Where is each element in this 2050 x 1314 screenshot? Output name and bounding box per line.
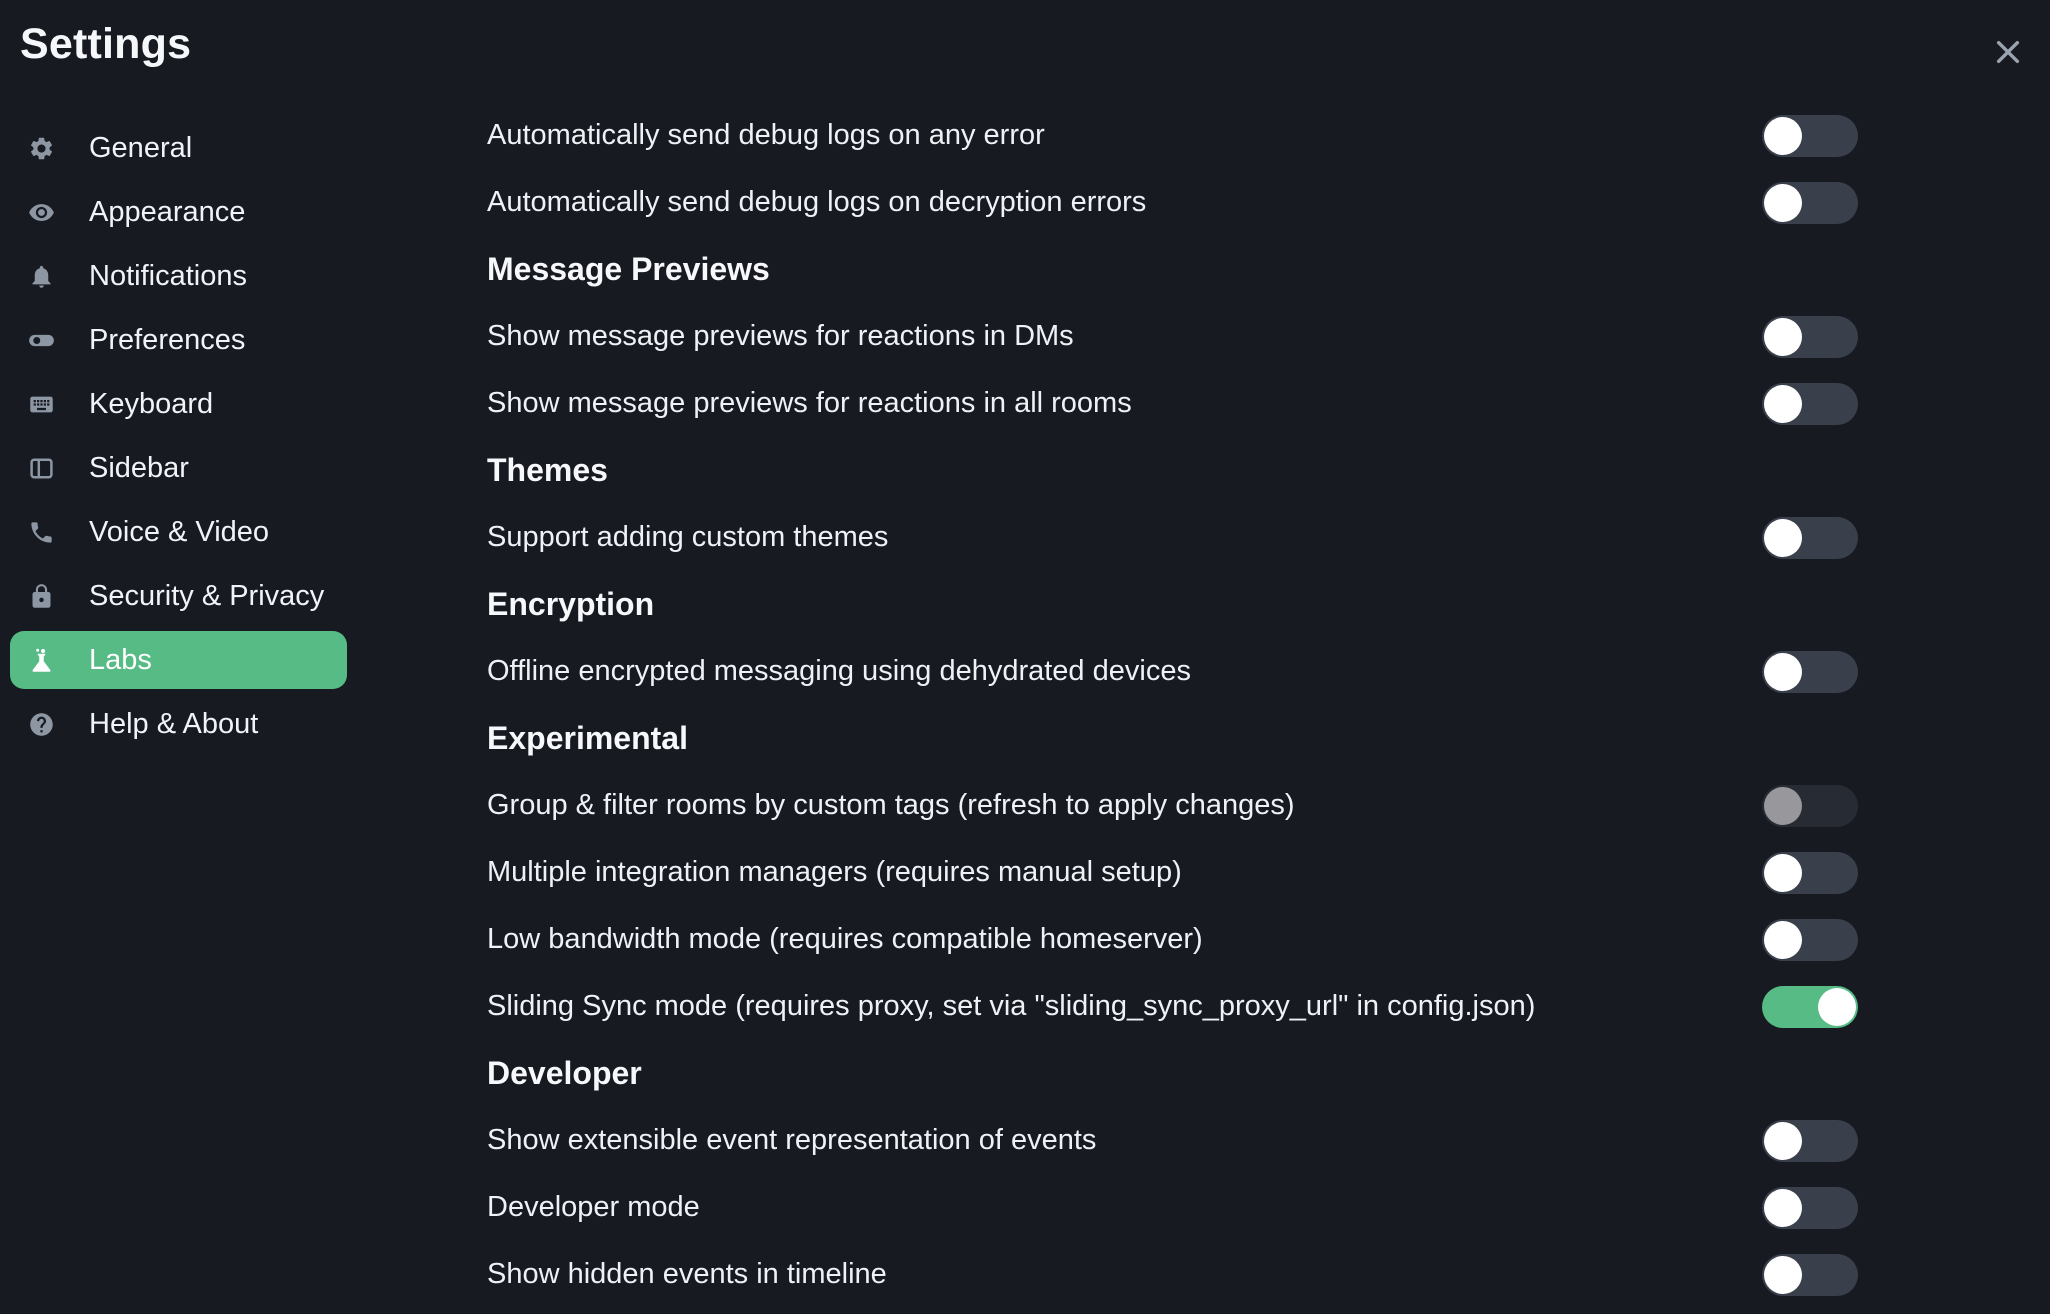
- setting-row: [487, 772, 1858, 839]
- sidebar-item-general[interactable]: [10, 119, 347, 177]
- setting-toggle-disabled: [1762, 785, 1858, 827]
- setting-toggle-off[interactable]: [1762, 383, 1858, 425]
- setting-label: Group & filter rooms by custom tags (refresh to apply changes): [487, 789, 1295, 821]
- sidebar-item-label: Sidebar: [89, 451, 189, 484]
- setting-toggle-off[interactable]: [1762, 517, 1858, 559]
- toggle-knob: [1764, 385, 1802, 423]
- settings-section-heading-row: [487, 1040, 1858, 1107]
- page-title: Settings: [20, 20, 192, 68]
- toggle-knob: [1764, 1256, 1802, 1294]
- sidebar-item-security-privacy[interactable]: [10, 567, 347, 625]
- gear-icon: [28, 135, 55, 162]
- setting-label: Offline encrypted messaging using dehydrated devices: [487, 655, 1191, 687]
- settings-section-heading-row: [487, 571, 1858, 638]
- toggle-knob: [1764, 117, 1802, 155]
- setting-toggle-off[interactable]: [1762, 316, 1858, 358]
- close-button[interactable]: [1988, 32, 2028, 72]
- toggle-knob: [1764, 1189, 1802, 1227]
- setting-row: [487, 973, 1858, 1040]
- setting-row: [487, 1174, 1858, 1241]
- sidebar-item-label: Notifications: [89, 259, 247, 292]
- keyboard-icon: [28, 391, 55, 418]
- sidebar-item-label: Preferences: [89, 323, 246, 356]
- setting-label: Show hidden events in timeline: [487, 1258, 887, 1290]
- sidebar-item-label: Help & About: [89, 707, 259, 740]
- toggle-knob: [1764, 318, 1802, 356]
- sidebar-item-label: Appearance: [89, 195, 246, 228]
- setting-row: [487, 370, 1858, 437]
- setting-toggle-off[interactable]: [1762, 1120, 1858, 1162]
- settings-section-heading-row: [487, 236, 1858, 303]
- setting-row: [487, 303, 1858, 370]
- setting-row: [487, 839, 1858, 906]
- setting-label: Low bandwidth mode (requires compatible homeserver): [487, 923, 1203, 955]
- setting-toggle-off[interactable]: [1762, 852, 1858, 894]
- setting-label: Sliding Sync mode (requires proxy, set via "sliding_sync_proxy_url" in config.json): [487, 990, 1536, 1022]
- setting-toggle-off[interactable]: [1762, 919, 1858, 961]
- sidebar-item-preferences[interactable]: [10, 311, 347, 369]
- sidebar-item-sidebar[interactable]: [10, 439, 347, 497]
- phone-icon: [28, 519, 55, 546]
- close-icon: [1992, 36, 2024, 68]
- sidebar-panels-icon: [28, 455, 55, 482]
- section-heading: Developer: [487, 1055, 642, 1091]
- sidebar-item-keyboard[interactable]: [10, 375, 347, 433]
- setting-label: Support adding custom themes: [487, 521, 889, 553]
- setting-label: Show message previews for reactions in DMs: [487, 320, 1074, 352]
- setting-label: Automatically send debug logs on any error: [487, 119, 1045, 151]
- setting-row: [487, 504, 1858, 571]
- setting-label: Automatically send debug logs on decryption errors: [487, 186, 1147, 218]
- toggle-knob: [1764, 1122, 1802, 1160]
- setting-row: [487, 638, 1858, 705]
- setting-label: Developer mode: [487, 1191, 700, 1223]
- toggle-knob: [1764, 519, 1802, 557]
- toggle-knob: [1764, 921, 1802, 959]
- sidebar-item-label: General: [89, 131, 193, 164]
- eye-icon: [28, 199, 55, 226]
- toggle-knob: [1764, 184, 1802, 222]
- setting-toggle-off[interactable]: [1762, 182, 1858, 224]
- section-heading: Themes: [487, 452, 608, 488]
- setting-row: [487, 169, 1858, 236]
- sidebar-item-label: Labs: [89, 643, 152, 676]
- setting-toggle-on[interactable]: [1762, 986, 1858, 1028]
- question-circle-icon: [28, 711, 55, 738]
- setting-toggle-off[interactable]: [1762, 115, 1858, 157]
- setting-row: [487, 102, 1858, 169]
- sidebar-item-label: Security & Privacy: [89, 579, 325, 612]
- bell-icon: [28, 263, 55, 290]
- sidebar-item-notifications[interactable]: [10, 247, 347, 305]
- sidebar-item-labs[interactable]: [10, 631, 347, 689]
- sidebar-item-help-about[interactable]: [10, 695, 347, 753]
- settings-section-heading-row: [487, 705, 1858, 772]
- setting-label: Show extensible event representation of events: [487, 1124, 1097, 1156]
- toggle-knob: [1764, 653, 1802, 691]
- lock-icon: [28, 583, 55, 610]
- setting-row: [487, 906, 1858, 973]
- section-heading: Experimental: [487, 720, 688, 756]
- setting-label: Multiple integration managers (requires manual setup): [487, 856, 1182, 888]
- setting-toggle-off[interactable]: [1762, 651, 1858, 693]
- toggle-knob: [1818, 988, 1856, 1026]
- sidebar-item-label: Keyboard: [89, 387, 214, 420]
- flask-icon: [28, 647, 55, 674]
- section-heading: Message Previews: [487, 251, 770, 287]
- settings-section-heading-row: [487, 437, 1858, 504]
- toggle-icon: [28, 327, 55, 354]
- sidebar-item-label: Voice & Video: [89, 515, 270, 548]
- setting-row: [487, 1107, 1858, 1174]
- sidebar-item-appearance[interactable]: [10, 183, 347, 241]
- sidebar-item-voice-video[interactable]: [10, 503, 347, 561]
- toggle-knob: [1764, 787, 1802, 825]
- section-heading: Encryption: [487, 586, 655, 622]
- labs-settings-list: [487, 102, 1858, 1308]
- setting-label: Show message previews for reactions in all rooms: [487, 387, 1132, 419]
- setting-toggle-off[interactable]: [1762, 1254, 1858, 1296]
- settings-sidebar: [10, 119, 347, 759]
- setting-row: [487, 1241, 1858, 1308]
- toggle-knob: [1764, 854, 1802, 892]
- setting-toggle-off[interactable]: [1762, 1187, 1858, 1229]
